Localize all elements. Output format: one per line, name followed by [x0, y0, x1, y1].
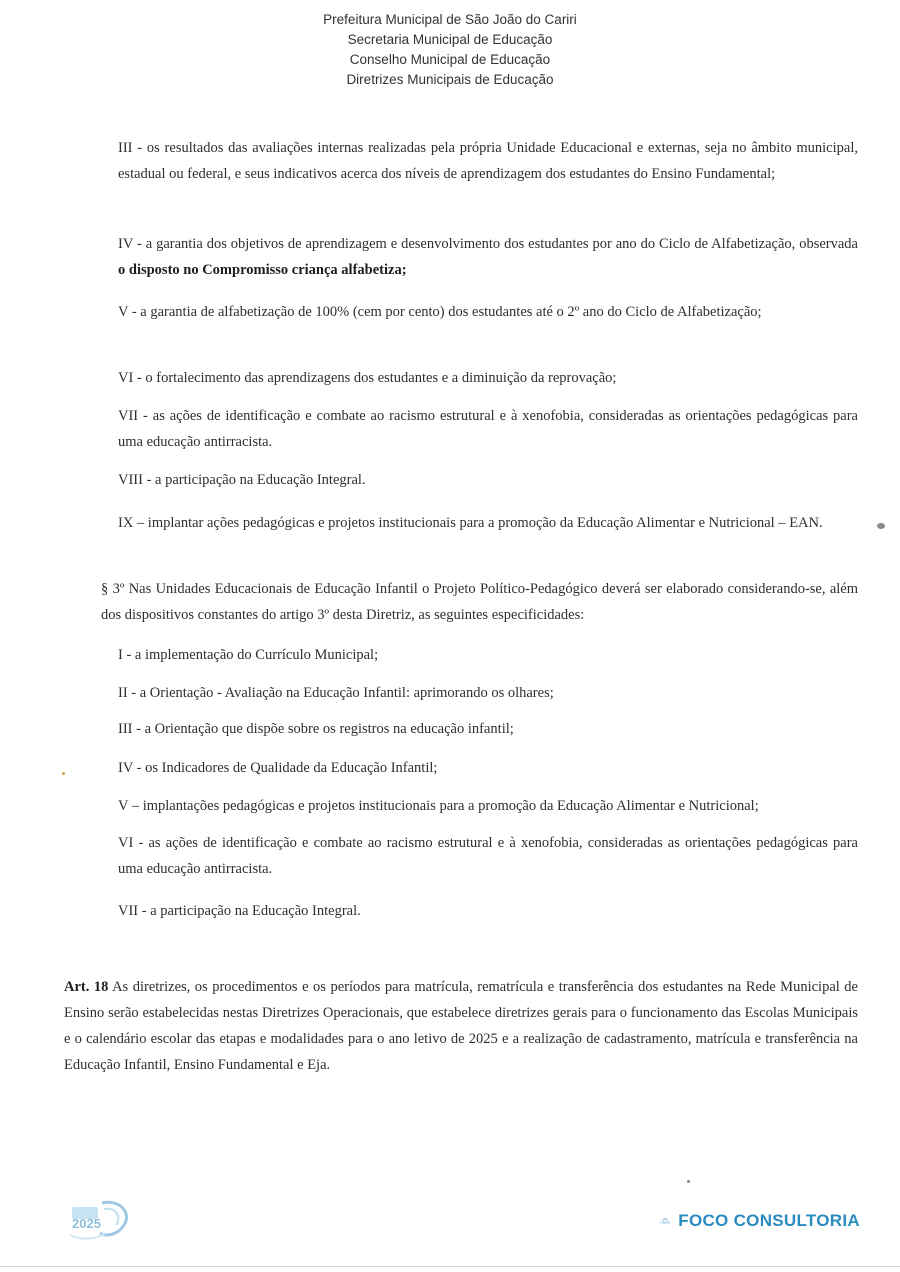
scan-speck — [62, 772, 65, 775]
article-18-label: Art. 18 — [64, 979, 109, 995]
header-line-secretaria: Secretaria Municipal de Educação — [347, 32, 553, 47]
item-b-i: I - a implementação do Currículo Municipal; — [118, 647, 379, 663]
item-b-vii: VII - a participação na Educação Integral. — [118, 903, 361, 919]
document-header — [0, 10, 900, 90]
foco-signal-logo-icon — [660, 1207, 670, 1235]
item-a-v: V - a garantia de alfabetização de 100% (cem por cento) dos estudantes até o 2º ano do Ciclo de Alfabetização; — [118, 304, 762, 320]
item-b-ii: II - a Orientação - Avaliação na Educação Infantil: aprimorando os olhares; — [118, 685, 554, 701]
scan-speck — [687, 1180, 690, 1183]
item-b-iv: IV - os Indicadores de Qualidade da Educação Infantil; — [118, 760, 438, 776]
header-line-conselho: Conselho Municipal de Educação — [349, 52, 551, 67]
calendar-2025-logo-icon — [62, 1195, 134, 1245]
scan-speck — [877, 523, 885, 529]
calendar-logo-year: 2025 — [72, 1216, 101, 1231]
page-bottom-rule — [0, 1266, 900, 1267]
foco-consultoria-logo — [660, 1206, 860, 1236]
item-a-vi: VI - o fortalecimento das aprendizagens dos estudantes e a diminuição da reprovação; — [118, 370, 617, 386]
item-a-ix: IX – implantar ações pedagógicas e projetos institucionais para a promoção da Educação Alimentar e Nutricional – EAN. — [118, 515, 823, 531]
item-b-v: V – implantações pedagógicas e projetos institucionais para a promoção da Educação Alimentar e Nutricional; — [118, 798, 759, 814]
foco-logo-mark: FOCO — [660, 1221, 671, 1225]
calendar-2025-logo-graphic — [62, 1195, 134, 1245]
item-b-vi: VI - as ações de identificação e combate ao racismo estrutural e à xenofobia, consideradas as orientações pedagógicas para uma educação antirracista. — [118, 835, 858, 877]
header-line-diretrizes: Diretrizes Municipais de Educação — [346, 72, 554, 87]
item-a-iv-bold: o disposto no Compromisso criança alfabetiza; — [118, 262, 407, 278]
item-a-iv-text: IV - a garantia dos objetivos de aprendizagem e desenvolvimento dos estudantes por ano do Ciclo de Alfabetização, observada — [118, 236, 858, 252]
item-a-viii: VIII - a participação na Educação Integral. — [118, 472, 366, 488]
header-line-prefeitura: Prefeitura Municipal de São João do Cariri — [323, 12, 577, 27]
item-a-vii: VII - as ações de identificação e combate ao racismo estrutural e à xenofobia, consideradas as orientações pedagógicas para uma educação antirracista. — [118, 408, 858, 450]
item-b-iii: III - a Orientação que dispõe sobre os registros na educação infantil; — [118, 721, 514, 737]
foco-logo-text: FOCO CONSULTORIA — [678, 1211, 860, 1230]
item-a-iv — [118, 231, 858, 283]
paragraph-3: § 3º Nas Unidades Educacionais de Educação Infantil o Projeto Político-Pedagógico deverá ser elaborado considerando-se, além dos dispositivos constantes do artigo 3º desta Diretriz, as seguintes especificidades: — [101, 581, 858, 623]
item-a-iii: III - os resultados das avaliações internas realizadas pela própria Unidade Educacional e externas, seja no âmbito municipal, estadual ou federal, e seus indicativos acerca dos níveis de aprendizagem dos estudantes do Ensino Fundamental; — [118, 140, 858, 182]
article-18-text: As diretrizes, os procedimentos e os períodos para matrícula, rematrícula e transferência dos estudantes na Rede Municipal de Ensino serão estabelecidas nestas Diretrizes Operacionais, que estabelece diretrizes gerais para o funcionamento das Escolas Municipais e o calendário escolar das etapas e modalidades para o ano letivo de 2025 e a realização de cadastramento, matrícula e transferência na Educação Infantil, Ensino Fundamental e Eja. — [64, 979, 858, 1073]
article-18 — [64, 974, 858, 1078]
